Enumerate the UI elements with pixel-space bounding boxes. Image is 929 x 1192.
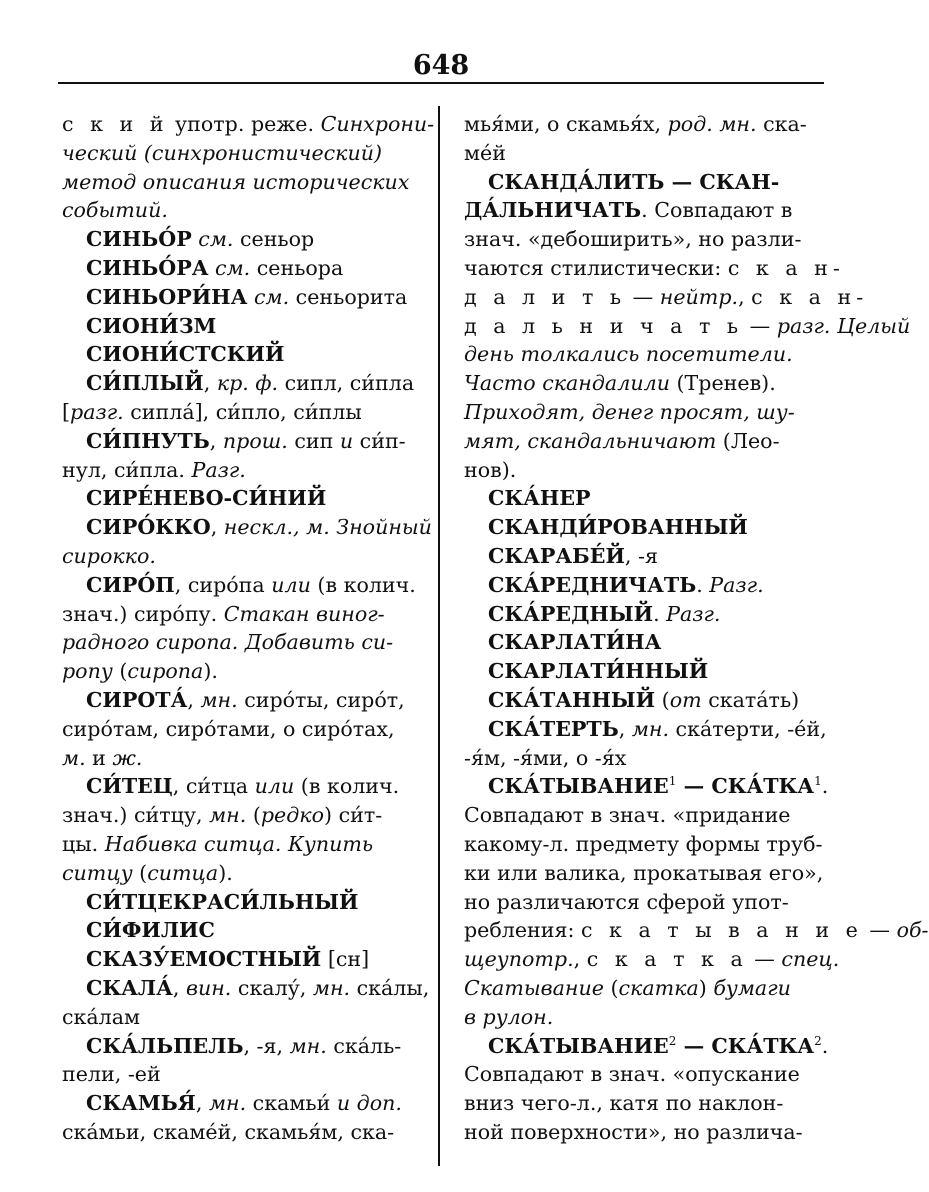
text-run: сеньора <box>250 255 344 280</box>
text-run: мья́ми, о скамья́х, <box>464 112 668 136</box>
spaced-term: д а л ь н и ч а т ь <box>464 313 744 338</box>
headword: — СКА́ТКА <box>676 774 815 799</box>
text-line <box>62 139 420 168</box>
italic-text: сиропа <box>127 659 204 684</box>
text-line <box>62 312 420 341</box>
text-line <box>464 1003 822 1032</box>
text-run: (Лео- <box>716 428 780 453</box>
headword: СКА́РЕДНИЧАТЬ <box>488 572 697 597</box>
text-line <box>464 772 829 801</box>
text-run: , <box>209 428 223 453</box>
italic-text: и доп. <box>336 1091 402 1116</box>
text-run: и <box>85 745 113 770</box>
text-run: (Тренев). <box>669 371 776 396</box>
text-line <box>62 628 420 657</box>
italic-text: ситцу <box>62 860 133 885</box>
spaced-term: с к а н- <box>751 284 869 309</box>
text-line <box>464 945 840 974</box>
italic-text: мн. <box>631 716 670 741</box>
text-line <box>464 859 822 888</box>
headword: СКА́ТАННЫЙ <box>488 687 656 712</box>
italic-text: мн. <box>208 1091 247 1116</box>
text-run: ска́терти, -е́й, <box>669 716 827 741</box>
headword: СКАНДА́ЛИТЬ — СКАН- <box>488 169 780 194</box>
text-line <box>464 139 822 168</box>
text-line <box>464 830 822 859</box>
text-line <box>62 686 420 715</box>
italic-text: см. <box>208 255 251 280</box>
text-line <box>62 369 420 398</box>
text-run: цы. <box>62 831 105 856</box>
text-run: знач.) си́тцу, <box>62 803 210 828</box>
text-run: ) <box>698 975 714 1000</box>
text-line <box>62 427 420 456</box>
text-run: . <box>653 601 667 626</box>
text-run: ска́ль- <box>326 1033 402 1058</box>
text-line <box>62 657 420 686</box>
text-line <box>464 600 822 629</box>
headword: СИРО́П <box>86 572 175 597</box>
text-line <box>62 600 420 629</box>
column-divider <box>438 106 440 1166</box>
text-run: ме́й <box>464 140 506 165</box>
text-run: сип <box>287 428 340 453</box>
header-rule <box>58 82 824 84</box>
text-line <box>464 916 929 945</box>
text-line <box>62 196 420 225</box>
text-run: [ <box>62 399 71 424</box>
text-line <box>464 168 822 197</box>
text-line <box>62 1003 420 1032</box>
text-run: -я́м, -я́ми, о -я́х <box>464 745 627 770</box>
text-line <box>62 513 432 542</box>
spaced-term: д а л и т ь <box>464 284 627 309</box>
text-run: си́п- <box>353 428 406 453</box>
italic-text: или <box>271 572 311 597</box>
text-line <box>464 283 869 312</box>
text-run: [сн] <box>321 947 370 972</box>
text-line <box>62 801 420 830</box>
text-line <box>62 888 420 917</box>
text-run: — <box>626 284 660 309</box>
text-run: скамьи́ <box>246 1091 337 1116</box>
text-line <box>464 888 822 917</box>
headword: СИ́ТЕЦ <box>86 774 173 799</box>
homonym-index: 2 <box>814 1033 822 1048</box>
headword: СКА́НЕР <box>488 486 591 511</box>
italic-text: от <box>669 687 702 712</box>
text-run: ки или валика, прокатывая его», <box>464 860 824 885</box>
italic-text: редко <box>260 803 324 828</box>
text-run: , <box>738 284 752 309</box>
text-line <box>464 715 827 744</box>
headword: СИНЬО́РА <box>86 255 209 280</box>
text-line <box>464 744 822 773</box>
text-run: , <box>618 716 632 741</box>
text-line <box>464 657 822 686</box>
italic-text: см. <box>191 227 234 252</box>
headword: СКАМЬЯ́ <box>86 1091 196 1116</box>
headword: СИ́ТЦЕКРАСИ́ЛЬНЫЙ <box>86 889 359 914</box>
headword: СИРО́ККО <box>86 515 211 540</box>
headword: — СКА́ТКА <box>676 1033 815 1058</box>
italic-text: см. <box>247 284 290 309</box>
italic-text: м. <box>62 745 86 770</box>
headword: СКА́ТЕРТЬ <box>488 716 619 741</box>
text-run: знач.) сиро́пу. <box>62 601 224 626</box>
italic-text: мн. <box>289 1033 327 1058</box>
headword: СКА́РЕДНЫЙ <box>488 601 654 626</box>
italic-text: Стакан виног- <box>223 601 385 626</box>
headword: ДА́ЛЬНИЧАТЬ <box>464 198 642 223</box>
text-line <box>464 225 822 254</box>
text-line <box>62 772 420 801</box>
italic-text: мят, скандальничают <box>464 428 717 453</box>
text-run: знач. «дебоширить», но разли- <box>464 227 802 252</box>
text-run: , <box>573 947 587 972</box>
italic-text: ситца <box>147 860 219 885</box>
text-line <box>464 686 822 715</box>
text-line <box>464 1118 822 1147</box>
text-run: Совпадают в знач. «опускание <box>464 1062 800 1087</box>
text-run: ( <box>132 860 148 885</box>
text-run: вниз чего-л., катя по наклон- <box>464 1091 784 1116</box>
text-line <box>62 254 420 283</box>
headword: СИРОТА́ <box>86 687 188 712</box>
italic-text: событий. <box>62 198 168 223</box>
text-line <box>62 168 420 197</box>
text-run: чаются стилистически: <box>464 255 728 280</box>
text-run: — <box>747 947 782 972</box>
text-run: сиро́ты, сиро́т, <box>237 687 405 712</box>
text-line <box>464 628 822 657</box>
text-run: — <box>743 313 777 338</box>
headword: СИРЕ́НЕВО-СИ́НИЙ <box>86 486 327 511</box>
headword: СИОНИ́СТСКИЙ <box>86 342 285 367</box>
text-run: , <box>203 371 217 396</box>
text-run: сиро́там, сиро́тами, о сиро́тах, <box>62 716 395 741</box>
text-line <box>464 456 822 485</box>
text-run: ска́лам <box>62 1004 141 1029</box>
text-run: ( <box>603 975 619 1000</box>
italic-text: скатка <box>618 975 699 1000</box>
headword: СКА́ТЫВАНИЕ <box>488 1033 669 1058</box>
text-run: ( <box>112 659 128 684</box>
text-line <box>464 427 822 456</box>
text-run: но различаются сферой упот- <box>464 889 789 914</box>
text-run: Совпадают в знач. «придание <box>464 803 791 828</box>
italic-text: мн. <box>312 975 351 1000</box>
text-run: , <box>195 1091 209 1116</box>
text-line <box>62 456 420 485</box>
text-run: нул, си́пла. <box>62 457 192 482</box>
italic-text: Скатывание <box>464 975 604 1000</box>
text-run: ) си́т- <box>324 803 383 828</box>
text-run: . <box>696 572 710 597</box>
headword: СИ́ПЛЫЙ <box>86 371 204 396</box>
headword: СИ́ФИЛИС <box>86 918 215 943</box>
headword: СКАЛА́ <box>86 975 173 1000</box>
italic-text: метод описания исторических <box>62 169 410 194</box>
text-line <box>62 1060 420 1089</box>
headword: СКАЗУ́ЕМОСТНЫЙ <box>86 947 322 972</box>
text-run: какому-л. предмету формы труб- <box>464 831 823 856</box>
italic-text: спец. <box>781 947 840 972</box>
text-line <box>464 974 822 1003</box>
italic-text: Приходят, денег просят, шу- <box>464 399 795 424</box>
text-line <box>62 1032 420 1061</box>
text-run: скатáть) <box>701 687 800 712</box>
text-line <box>464 254 845 283</box>
italic-text: вин. <box>185 975 232 1000</box>
text-line <box>62 110 435 139</box>
headword: СКА́ТЫВАНИЕ <box>488 774 669 799</box>
headword: СКАРЛАТИ́ННЫЙ <box>488 659 709 684</box>
text-line <box>62 571 420 600</box>
italic-text: прош. <box>222 428 288 453</box>
text-run: , <box>210 515 224 540</box>
italic-text: разг. <box>70 399 124 424</box>
italic-text: ческий (синхронистический) <box>62 140 383 165</box>
text-run: ( <box>246 803 261 828</box>
text-line <box>62 945 420 974</box>
italic-text: и <box>339 428 354 453</box>
headword: СКАРАБЕ́Й <box>488 543 625 568</box>
text-line <box>62 542 420 571</box>
spaced-term: с к а н- <box>727 255 845 280</box>
text-line <box>62 916 420 945</box>
headword: СКА́ЛЬПЕЛЬ <box>86 1033 244 1058</box>
text-run: , <box>187 687 201 712</box>
text-run: (в колич. <box>310 572 416 597</box>
text-line <box>464 340 822 369</box>
text-line <box>464 484 822 513</box>
italic-text: день толкались посетители. <box>464 342 793 367</box>
italic-text: Набивка ситца. Купить <box>104 831 374 856</box>
text-line <box>464 398 822 427</box>
homonym-index: 2 <box>668 1033 677 1048</box>
text-run: ). <box>203 659 218 684</box>
text-run: . <box>821 774 829 799</box>
text-run: , -я, <box>243 1033 290 1058</box>
italic-text: кр. ф. <box>216 371 279 396</box>
headword: СИОНИ́ЗМ <box>86 313 217 338</box>
italic-text: щеупотр. <box>464 947 574 972</box>
text-line <box>62 398 420 427</box>
text-line <box>464 1032 829 1061</box>
text-run: ска- <box>756 112 807 136</box>
headword: СКАНДИ́РОВАННЫЙ <box>488 515 748 540</box>
left-column <box>62 110 435 1147</box>
text-line <box>464 513 822 542</box>
text-line <box>464 801 822 830</box>
text-run: ска́лы, <box>350 975 430 1000</box>
text-line <box>62 974 430 1003</box>
text-run: . <box>821 1033 829 1058</box>
italic-text: Разг. <box>666 601 721 626</box>
italic-text: в рулон. <box>464 1004 554 1029</box>
text-run: , <box>172 975 186 1000</box>
homonym-index: 1 <box>668 774 677 789</box>
text-line <box>62 859 420 888</box>
text-line <box>464 312 911 341</box>
italic-text: Разг. <box>709 572 764 597</box>
italic-text: мн. <box>209 803 247 828</box>
text-line <box>464 571 822 600</box>
text-line <box>62 340 420 369</box>
text-run: сипла́], си́пло, си́плы <box>123 399 362 424</box>
text-run: , -я <box>624 543 658 568</box>
spaced-term: с к а т ы в а н и е <box>580 918 863 943</box>
text-run: скалу́, <box>231 975 313 1000</box>
text-run: сеньор <box>233 227 315 252</box>
text-run: , сиро́па <box>174 572 272 597</box>
text-line <box>464 1089 822 1118</box>
text-run: пели, -ей <box>62 1062 161 1087</box>
text-run: ( <box>655 687 670 712</box>
headword: СКАРЛАТИ́НА <box>488 630 662 655</box>
italic-text: Разг. <box>191 457 246 482</box>
text-line <box>62 830 420 859</box>
text-run: ска́мьи, скаме́й, скамья́м, ска- <box>62 1119 395 1144</box>
text-line <box>62 744 420 773</box>
text-run: употр. реже. <box>168 112 321 136</box>
italic-text: бумаги <box>713 975 791 1000</box>
headword: СИНЬО́Р <box>86 227 192 252</box>
text-run: (в колич. <box>294 774 400 799</box>
italic-text: нескл., м. Знойный <box>223 515 432 540</box>
spaced-term: с к а т к а <box>586 947 748 972</box>
italic-text: радного сиропа. Добавить си- <box>62 630 394 655</box>
text-line <box>62 225 420 254</box>
right-column <box>464 110 929 1147</box>
italic-text: род. мн. <box>667 112 757 136</box>
italic-text: Синхрони- <box>320 112 435 136</box>
italic-text: нейтр. <box>659 284 739 309</box>
spaced-term: с к и й <box>62 112 169 136</box>
headword: СИНЬОРИ́НА <box>86 284 248 309</box>
italic-text: об- <box>896 918 929 943</box>
text-line <box>62 1118 420 1147</box>
text-line <box>62 715 420 744</box>
text-run: нов). <box>464 457 517 482</box>
text-run: сипл, си́пла <box>278 371 415 396</box>
italic-text: Часто скандалили <box>464 371 670 396</box>
text-line <box>464 369 822 398</box>
text-run: сеньорита <box>289 284 408 309</box>
text-run: ). <box>218 860 233 885</box>
text-run: — <box>862 918 897 943</box>
headword: СИ́ПНУТЬ <box>86 428 210 453</box>
italic-text: ж. <box>112 745 143 770</box>
text-run: ной поверхности», но различа- <box>464 1119 803 1144</box>
text-line <box>62 283 420 312</box>
italic-text: или <box>254 774 295 799</box>
text-run: . Совпадают в <box>641 198 793 223</box>
italic-text: разг. Целый <box>776 313 911 338</box>
text-run: ребления: <box>464 918 581 943</box>
text-line <box>464 542 822 571</box>
page-number: 648 <box>412 50 470 81</box>
text-line <box>464 1060 822 1089</box>
italic-text: сирокко. <box>62 543 156 568</box>
italic-text: ропу <box>62 659 113 684</box>
text-line <box>464 196 822 225</box>
text-line <box>62 1089 420 1118</box>
text-run: , си́тца <box>172 774 255 799</box>
homonym-index: 1 <box>814 774 822 789</box>
text-line <box>464 110 822 139</box>
text-line <box>62 484 420 513</box>
italic-text: мн. <box>200 687 238 712</box>
